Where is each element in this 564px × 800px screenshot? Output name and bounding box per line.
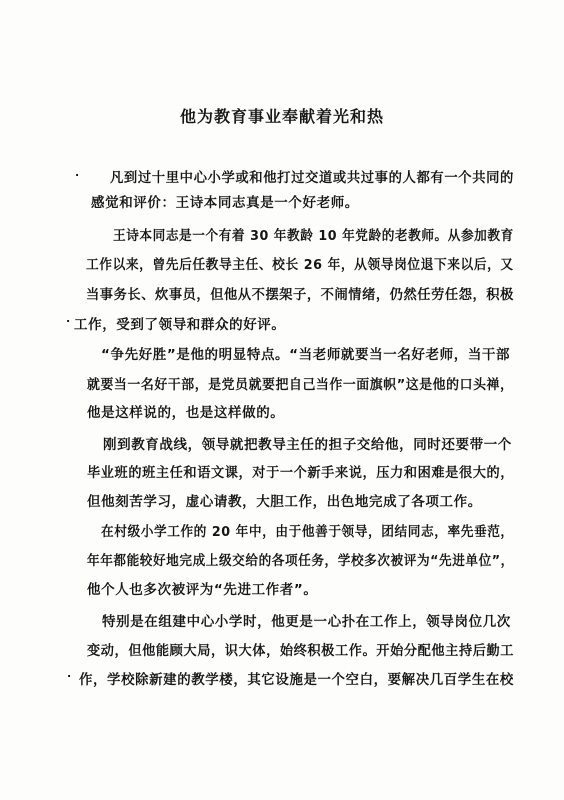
text-line: 凡到过十里中心小学或和他打过交道或共过事的人都有一个共同的: [110, 170, 514, 186]
scan-mark: .: [75, 166, 80, 179]
text-line: 工作以来，曾先后任教导主任、校长 26 年，从领导岗位退下来以后，又: [86, 257, 514, 273]
text-line: 工作，受到了领导和群众的好评。: [74, 317, 286, 333]
text-line: 就要当一名好干部，是党员就要把自己当作一面旗帜”这是他的口头禅，: [87, 377, 514, 393]
scan-mark: .: [67, 667, 72, 680]
text-line: 变动，但他能顾大局，识大体，始终积极工作。开始分配他主持后勤工: [87, 643, 515, 659]
text-line: 刚到教育战线，领导就把教导主任的担子交给他，同时还要带一个: [103, 437, 512, 453]
text-line: “争先好胜”是他的明显特点。“当老师就要当一名好老师，当干部: [101, 347, 511, 363]
text-line: 毕业班的班主任和语文课，对于一个新手来说，压力和困难是很大的，: [87, 465, 515, 481]
document-title: 他为教育事业奉献着光和热: [179, 107, 384, 126]
text-line: 当事务长、炊事员，但他从不摆架子，不闹情绪，仍然任劳任怨，积极: [86, 287, 514, 303]
text-line: 在村级小学工作的 20 年中，由于他善于领导，团结同志，率先垂范，: [101, 524, 514, 540]
text-line: 作，学校除新建的教学楼，其它设施是一个空白，要解决几百学生在校: [79, 672, 514, 688]
text-line: 特别是在组建中心小学时，他更是一心扑在工作上，领导岗位几次: [102, 614, 511, 630]
text-line: 他个人也多次被评为“先进工作者”。: [87, 582, 318, 598]
text-line: 但他刻苦学习，虚心请教，大胆工作，出色地完成了各项工作。: [87, 494, 482, 510]
text-line: 感觉和评价：王诗本同志真是一个好老师。: [91, 195, 359, 211]
text-line: 王诗本同志是一个有着 30 年教龄 10 年党龄的老教师。从参加教育: [113, 228, 514, 244]
scan-mark: .: [66, 312, 71, 325]
text-line: 他是这样说的，也是这样做的。: [87, 405, 285, 421]
text-line: 年年都能较好地完成上级交给的各项任务，学校多次被评为“先进单位”，: [87, 553, 514, 569]
